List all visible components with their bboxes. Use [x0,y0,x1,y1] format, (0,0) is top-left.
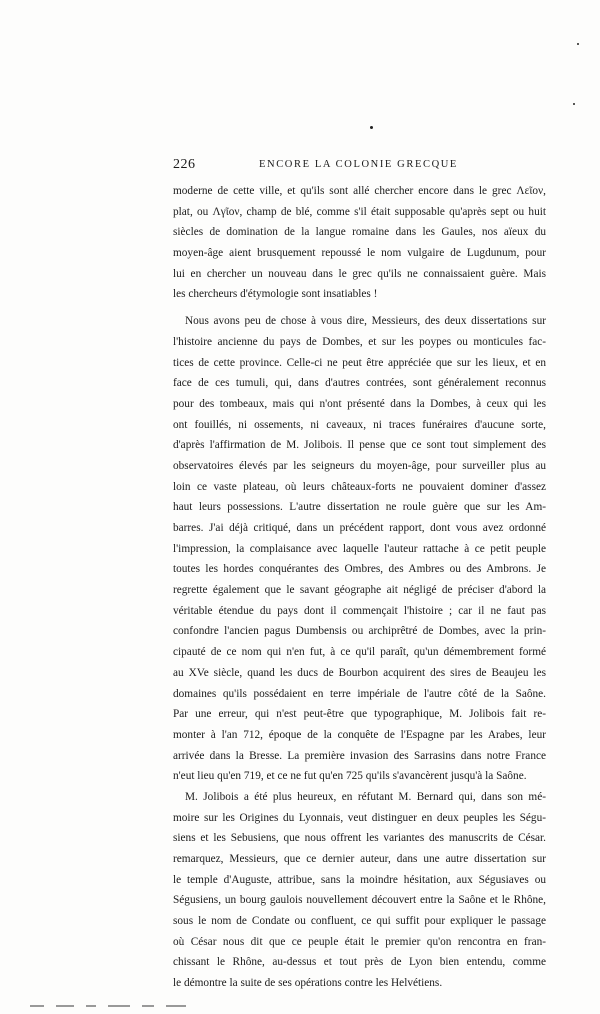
body-text [173,181,546,994]
text-line: l'impression, la complaisance avec laquelle l'auteur rattache à ce petit peuple [173,542,546,555]
scan-mark [108,1005,130,1007]
text-line: Par une erreur, qui n'est peut-être que typographique, M. Jolibois fait re- [173,708,546,721]
text-line: où César nous dit que ce peuple était le premier qu'on rencontra en fran- [173,935,546,948]
text-line: moire sur les Origines du Lyonnais, veut distinguer en deux peuples les Ségu- [173,811,546,824]
text-line: confondre l'ancien pagus Dumbensis ou archiprêtré de Dombes, avec la prin- [173,625,546,638]
text-line: l'histoire ancienne du pays de Dombes, et sur les poypes ou monticules fac- [173,335,546,348]
text-line: lui en chercher un nouveau dans le grec qu'ils ne connaissaient guère. Mais [173,267,546,280]
text-line: M. Jolibois a été plus heureux, en réfutant M. Bernard qui, dans son mé- [185,790,546,803]
text-line: monter à l'an 712, époque de la conquête de l'Espagne par les Arabes, leur [173,728,546,741]
text-line: siens et les Sebusiens, que nous offrent les variantes des manuscrits de César. [173,832,546,845]
scan-edge-marks [30,1005,230,1008]
text-line: les chercheurs d'étymologie sont insatiables ! [173,288,378,301]
text-line: ont fouillés, ni ossements, ni caveaux, ni traces funéraires d'aucune sorte, [173,418,546,431]
text-line: moyen-âge aient brusquement repoussé le nom vulgaire de Lugdunum, pour [173,247,546,260]
text-line: barres. J'ai déjà critiqué, dans un précédent rapport, dont vous avez ordonné [173,522,546,534]
scan-mark [30,1005,44,1007]
ink-speck [370,126,373,129]
text-line: moderne de cette ville, et qu'ils sont allé chercher encore dans le grec Λεῖον, [173,185,546,197]
text-line: le démontre la suite de ses opérations contre les Helvétiens. [173,977,443,990]
text-line: face de ces tumuli, qui, dans d'autres contrées, sont généralement reconnus [173,377,546,390]
text-line: toutes les hordes conquérantes des Ombres, des Ambres ou des Ambrons. Je [173,563,546,576]
text-line: regrette également que le savant géographe ait négligé de préciser d'abord la [173,584,546,597]
running-title: ENCORE LA COLONIE GRECQUE [259,159,458,170]
text-line: plat, ou Λγῖον, champ de blé, comme s'il était supposable qu'après sept ou huit [173,205,546,218]
text-line: loin ce vaste plateau, où leurs châteaux-forts ne pouvaient dominer d'assez [173,480,546,493]
scan-mark [56,1005,74,1007]
text-line: au XVe siècle, quand les ducs de Bourbon acquirent des sires de Beaujeu les [173,666,546,679]
page-header [173,157,546,175]
text-line: sous le nom de Condate ou confluent, ce qui suffit pour expliquer le passage [173,915,546,928]
text-line: siècles de domination de la langue romaine dans les Gaules, nos aïeux du [173,226,546,239]
text-line: d'après l'affirmation de M. Jolibois. Il pense que ce sont tout simplement des [173,439,546,452]
ink-speck [577,43,579,45]
ink-speck [573,103,575,105]
text-line: Ségusiens, un bourg gaulois nouvellement découvert entre la Saône et le Rhône, [173,894,546,907]
text-line: n'eut lieu qu'en 719, et ce ne fut qu'en 725 qu'ils s'avancèrent jusqu'à la Saône. [173,770,527,783]
text-line: pour des tombeaux, mais qui n'ont présenté dans la Dombes, à ceux qui les [173,397,546,410]
text-line: domaines qu'ils possédaient en terre impériale de l'autre côté de la Saône. [173,687,546,700]
text-line: cipauté de ce nom qui n'en fut, à ce qu'il paraît, qu'un démembrement formé [173,646,546,659]
text-line: chissant le Rhône, au-dessus et tout près de Lyon bien entendu, comme [173,956,546,969]
scan-mark [86,1005,96,1007]
scan-mark [166,1005,186,1007]
text-line: le temple d'Auguste, attribue, sans la moindre hésitation, aux Ségusiaves ou [173,873,546,886]
text-line: remarquez, Messieurs, que ce dernier auteur, dans une autre dissertation sur [173,853,546,865]
text-line: Nous avons peu de chose à vous dire, Messieurs, des deux dissertations sur [185,315,546,328]
text-line: observatoires élevés par les seigneurs du moyen-âge, pour surveiller plus au [173,459,546,472]
text-line: arrivée dans la Bresse. La première invasion des Sarrasins dans notre France [173,749,546,762]
text-line: véritable étendue du pays dont il commençait l'histoire ; car il ne faut pas [173,604,546,617]
scan-mark [142,1005,154,1007]
page-number: 226 [173,157,196,172]
text-line: haut leurs possessions. L'autre dissertation ne roule guère que sur les Am- [173,501,546,514]
text-line: tices de cette province. Celle-ci ne peut être appréciée que sur les lieux, et en [173,356,546,369]
